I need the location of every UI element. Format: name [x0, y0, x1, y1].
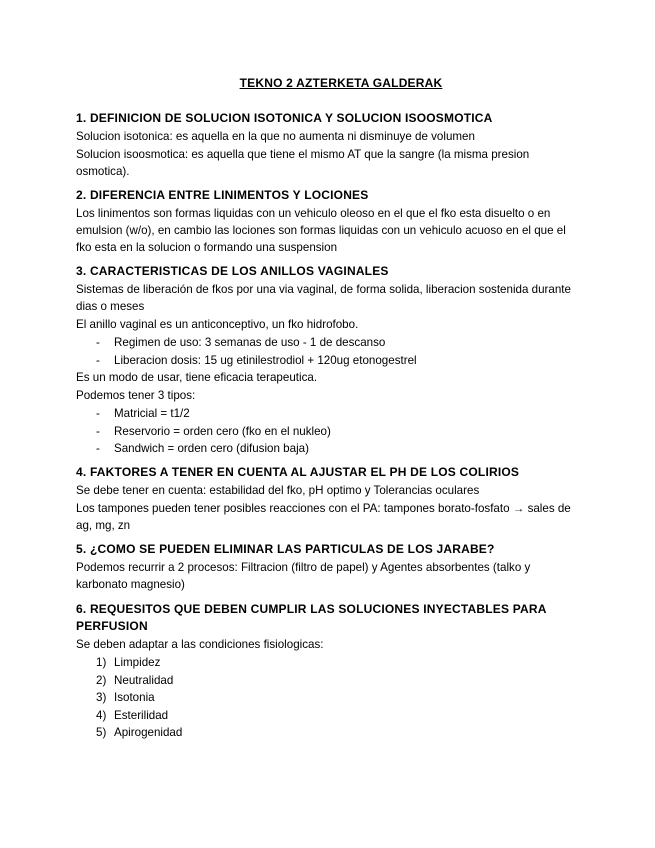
section-heading: 6. REQUESITOS QUE DEBEN CUMPLIR LAS SOLUCIONES INYECTABLES PARA PERFUSION	[76, 602, 547, 633]
list-item-text: Sandwich = orden cero (difusion baja)	[114, 442, 309, 455]
section-1	[76, 110, 581, 181]
number-marker: 5)	[96, 726, 107, 739]
list-item-text: Esterilidad	[114, 708, 169, 722]
number-marker: 2)	[96, 673, 107, 687]
section-3	[76, 263, 581, 458]
paragraph: Solucion isoosmotica: es aquella que tiene el mismo AT que la sangre (la misma presion osmotica).	[76, 148, 530, 178]
bullet-list	[76, 334, 581, 369]
list-item	[76, 352, 581, 370]
section-heading: 4. FAKTORES A TENER EN CUENTA AL AJUSTAR EL PH DE LOS COLIRIOS	[76, 465, 520, 479]
dash-marker: -	[96, 442, 100, 455]
document-title: TEKNO 2 AZTERKETA GALDERAK	[239, 76, 443, 90]
dash-marker: -	[96, 407, 100, 420]
list-item-text: Apirogenidad	[114, 726, 183, 739]
list-item	[76, 440, 581, 458]
paragraph: Los tampones pueden tener posibles reacciones con el PA: tampones borato-fosfato → sales de ag, mg, zn	[76, 502, 571, 532]
section-2	[76, 187, 581, 257]
list-item	[76, 423, 581, 441]
section-heading: 5. ¿COMO SE PUEDEN ELIMINAR LAS PARTICULAS DE LOS JARABE?	[76, 542, 495, 556]
paragraph: El anillo vaginal es un anticonceptivo, un fko hidrofobo.	[76, 318, 359, 331]
list-item-text: Matricial = t1/2	[114, 407, 190, 420]
list-item	[76, 707, 581, 725]
list-item-text: Neutralidad	[114, 673, 174, 687]
list-item	[76, 334, 581, 352]
list-item	[76, 672, 581, 690]
section-6	[76, 601, 581, 742]
list-item	[76, 405, 581, 423]
dash-marker: -	[96, 424, 100, 438]
numbered-list	[76, 654, 581, 742]
paragraph: Solucion isotonica: es aquella en la que no aumenta ni disminuye de volumen	[76, 130, 475, 143]
dash-marker: -	[96, 336, 100, 349]
list-item	[76, 724, 581, 742]
paragraph: Podemos tener 3 tipos:	[76, 389, 196, 402]
dash-marker: -	[96, 353, 100, 367]
paragraph: Es un modo de usar, tiene eficacia terapeutica.	[76, 371, 318, 384]
list-item-text: Reservorio = orden cero (fko en el nukleo)	[114, 424, 331, 438]
paragraph: Los linimentos son formas liquidas con un vehiculo oleoso en el que el fko esta disuelto o en emulsion (w/o), en cambio las lociones son formas liquidas con un vehiculo acuoso en el que el fko esta en la solucion o formando una suspension	[76, 207, 566, 254]
number-marker: 1)	[96, 656, 107, 669]
paragraph: Podemos recurrir a 2 procesos: Filtracion (filtro de papel) y Agentes absorbentes (talko y karbonato magnesio)	[76, 561, 531, 591]
section-heading: 2. DIFERENCIA ENTRE LINIMENTOS Y LOCIONES	[76, 188, 369, 202]
section-4	[76, 464, 581, 535]
bullet-list	[76, 405, 581, 458]
number-marker: 4)	[96, 708, 107, 722]
paragraph: Se deben adaptar a las condiciones fisiologicas:	[76, 638, 324, 651]
number-marker: 3)	[96, 691, 107, 704]
list-item	[76, 689, 581, 707]
list-item-text: Liberacion dosis: 15 ug etinilestrodiol + 120ug etonogestrel	[114, 353, 417, 367]
list-item-text: Isotonia	[114, 691, 155, 704]
section-heading: 3. CARACTERISTICAS DE LOS ANILLOS VAGINALES	[76, 264, 389, 278]
paragraph: Se debe tener en cuenta: estabilidad del fko, pH optimo y Tolerancias oculares	[76, 484, 480, 497]
section-5	[76, 541, 581, 594]
list-item-text: Regimen de uso: 3 semanas de uso - 1 de descanso	[114, 336, 386, 349]
section-heading: 1. DEFINICION DE SOLUCION ISOTONICA Y SOLUCION ISOOSMOTICA	[76, 111, 493, 125]
list-item-text: Limpidez	[114, 656, 161, 669]
paragraph: Sistemas de liberación de fkos por una via vaginal, de forma solida, liberacion sostenida durante dias o meses	[76, 283, 571, 313]
list-item	[76, 654, 581, 672]
